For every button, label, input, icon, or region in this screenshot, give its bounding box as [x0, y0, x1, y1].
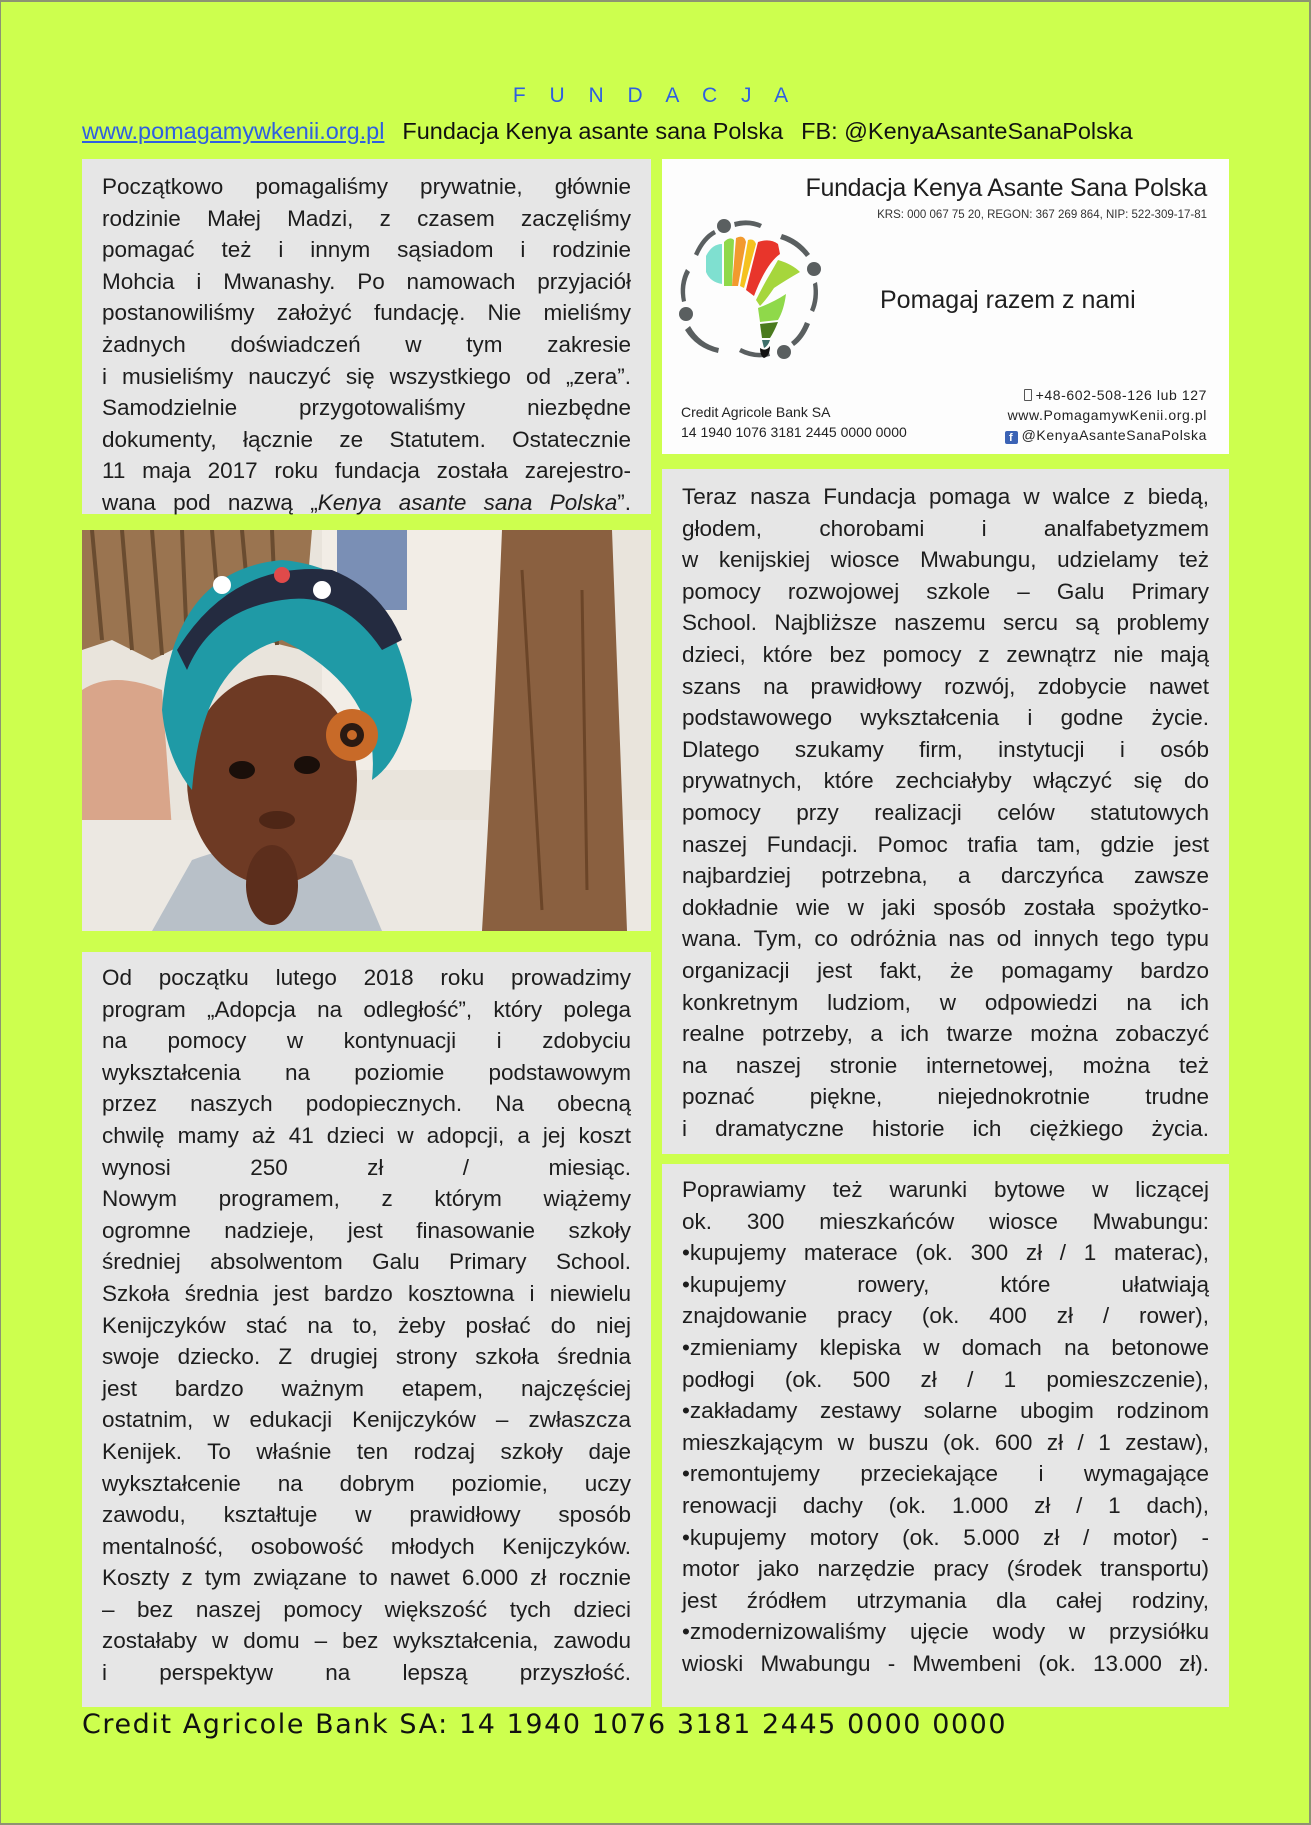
intro-last-prefix: wana pod nazwą „	[102, 489, 318, 515]
improvements-bullet: •kupujemy rowery, które ułatwiają	[682, 1271, 1209, 1297]
mission-line: pomocy przy realizacji celów statutowych	[682, 799, 1209, 825]
mission-line: dokładnie wie w jaki sposób została spożytko-	[682, 894, 1209, 920]
footer-bank-account: Credit Agricole Bank SA: 14 1940 1076 3181 2445 0000 0000	[82, 1709, 1008, 1740]
mission-line: realne potrzeby, a ich twarze można zobaczyć	[682, 1021, 1209, 1047]
intro-paragraph	[102, 171, 631, 519]
improvements-line: jest źródłem utrzymania dla całej rodziny,	[682, 1587, 1209, 1613]
adoption-text-box	[82, 952, 651, 1707]
intro-line: Początkowo pomagaliśmy prywatnie, głównie	[102, 174, 631, 199]
mission-line: poznać piękne, niejednokrotnie trudne	[682, 1084, 1209, 1110]
mission-line: Teraz nasza Fundacja pomaga w walce z biedą,	[682, 484, 1209, 509]
intro-line: postanowiliśmy założyć fundację. Nie mieliśmy	[102, 300, 631, 326]
improvements-bullet: •zmieniamy klepiska w domach na betonowe	[682, 1334, 1209, 1360]
adoption-line: zostałaby w domu – bez wykształcenia, zawodu	[102, 1628, 631, 1654]
improvements-bullet: •zmodernizowaliśmy ujęcie wody w przysiółku	[682, 1619, 1209, 1645]
mission-line: w kenijskiej wiosce Mwabungu, udzielamy też	[682, 547, 1209, 573]
logo-slogan: Pomagaj razem z nami	[880, 286, 1136, 314]
child-photo	[82, 530, 651, 931]
website-link[interactable]: www.pomagamywkenii.org.pl	[82, 118, 385, 144]
improvements-bullet: •zakładamy zestawy solarne ubogim rodzinom	[682, 1398, 1209, 1424]
mission-line: prywatnych, które zechciałyby włączyć się do	[682, 768, 1209, 794]
adoption-line: na pomocy w kontynuacji i zdobyciu	[102, 1028, 631, 1054]
intro-line-last	[102, 487, 631, 519]
mission-text-box	[662, 469, 1229, 1154]
adoption-line: Od początku lutego 2018 roku prowadzimy	[102, 965, 631, 990]
logo-facebook: @KenyaAsanteSanaPolska	[1021, 427, 1207, 443]
mission-line: i dramatyczne historie ich ciężkiego życia.	[682, 1115, 1209, 1141]
adoption-line: wykształcenia na poziomie podstawowym	[102, 1059, 631, 1085]
africa-stripes-icon	[706, 237, 800, 358]
logo-org-name: Fundacja Kenya Asante Sana Polska	[805, 174, 1207, 202]
mission-line: dzieci, które bez pomocy z zewnątrz nie mają	[682, 641, 1209, 667]
intro-line: Mohcia i Mwanashy. Po namowach przyjaciół	[102, 268, 631, 294]
improvements-line: Poprawiamy też warunki bytowe w liczącej	[682, 1177, 1209, 1202]
adoption-line: i perspektyw na lepszą przyszłość.	[102, 1660, 631, 1686]
intro-line: rodzinie Małej Madzi, z czasem zaczęliśmy	[102, 205, 631, 231]
adoption-line: przez naszych podopiecznych. Na obecną	[102, 1091, 631, 1117]
mission-line: wana. Tym, co odróżnia nas od innych tego typu	[682, 926, 1209, 952]
intro-line: żadnych doświadczeń w tym zakresie	[102, 331, 631, 357]
improvements-bullet: •kupujemy motory (ok. 5.000 zł / motor) -	[682, 1524, 1209, 1550]
logo-contact-info	[1005, 385, 1207, 445]
intro-line: 11 maja 2017 roku fundacja została zarejestro-	[102, 458, 631, 484]
adoption-line: program „Adopcja na odległość”, który polega	[102, 996, 631, 1022]
adoption-line: ostatnim, w edukacji Kenijczyków – zwłaszcza	[102, 1407, 631, 1433]
adoption-line: ogromne nadzieje, jest finasowanie szkoły	[102, 1217, 631, 1243]
mission-line: organizacji jest fakt, że pomagamy bardzo	[682, 957, 1209, 983]
adoption-line: wynosi 250 zł / miesiąc.	[102, 1154, 631, 1180]
mission-line: głodem, chorobami i analfabetyzmem	[682, 515, 1209, 541]
improvements-line: znajdowanie pracy (ok. 400 zł / rower),	[682, 1303, 1209, 1329]
adoption-line: Koszty z tym związane to nawet 6.000 zł rocznie	[102, 1565, 631, 1591]
adoption-line: mentalność, osobowość młodych Kenijczyków.	[102, 1533, 631, 1559]
adoption-line: chwilę mamy aż 41 dzieci w adopcji, a jej koszt	[102, 1122, 631, 1148]
mission-line: Dlatego szukamy firm, instytucji i osób	[682, 736, 1209, 762]
intro-text-box	[82, 159, 651, 514]
adoption-line: wykształcenie na dobrym poziomie, uczy	[102, 1470, 631, 1496]
africa-people-circle-logo-icon	[674, 214, 824, 374]
logo-website: www.PomagamywKenii.org.pl	[1007, 407, 1207, 423]
logo-bank-info	[681, 402, 907, 442]
adoption-line: Kenijek. To właśnie ten rodzaj szkoły daje	[102, 1438, 631, 1464]
adoption-line: Kenijczyków stać na to, żeby posłać do niej	[102, 1312, 631, 1338]
adoption-line: – bez naszej pomocy większość tych dzieci	[102, 1596, 631, 1622]
logo-bank-name: Credit Agricole Bank SA	[681, 404, 831, 420]
adoption-paragraph	[102, 962, 631, 1689]
improvements-bullet: •remontujemy przeciekające i wymagające	[682, 1461, 1209, 1487]
intro-line: dokumenty, łącznie ze Statutem. Ostatecznie	[102, 426, 631, 452]
header-line	[82, 118, 1232, 145]
improvements-line: renowacji dachy (ok. 1.000 zł / 1 dach),	[682, 1492, 1209, 1518]
adoption-line: Szkoła średnia jest bardzo kosztowna i niewielu	[102, 1280, 631, 1306]
foundation-name-italic: Kenya asante sana Polska	[317, 489, 618, 515]
logo-card	[662, 159, 1229, 454]
improvements-line: ok. 300 mieszkańców wiosce Mwabungu:	[682, 1208, 1209, 1234]
mission-line: na naszej stronie internetowej, można też	[682, 1052, 1209, 1078]
mission-line: szans na prawidłowy rozwój, zdobycie nawet	[682, 673, 1209, 699]
adoption-line: swoje dziecko. Z drugiej strony szkoła średnia	[102, 1344, 631, 1370]
logo-phone: +48-602-508-126 lub 127	[1035, 387, 1207, 403]
logo-bank-account: 14 1940 1076 3181 2445 0000 0000	[681, 424, 907, 440]
header-org-name: Fundacja Kenya asante sana Polska	[402, 118, 784, 144]
improvements-line: mieszkającym w buszu (ok. 600 zł / 1 zestaw),	[682, 1429, 1209, 1455]
kicker-title: F U N D A C J A	[512, 84, 798, 107]
intro-line: pomagać też i innym sąsiadom i rodzinie	[102, 237, 631, 263]
mission-line: podstawowego wykształcenia i godne życie.	[682, 705, 1209, 731]
header-facebook: FB: @KenyaAsanteSanaPolska	[801, 118, 1133, 144]
mission-paragraph	[682, 481, 1209, 1144]
improvements-line: podłogi (ok. 500 zł / 1 pomieszczenie),	[682, 1366, 1209, 1392]
improvements-line: motor jako narzędzie pracy (środek transportu)	[682, 1556, 1209, 1582]
child-photo-illustration-icon	[82, 530, 651, 931]
adoption-line: jest bardzo ważnym etapem, najczęściej	[102, 1375, 631, 1401]
mobile-phone-icon	[1024, 389, 1032, 401]
adoption-line: Nowym programem, z którym wiążemy	[102, 1186, 631, 1212]
improvements-bullet: •kupujemy materace (ok. 300 zł / 1 materac),	[682, 1240, 1209, 1266]
mission-line: School. Najbliższe naszemu sercu są problemy	[682, 610, 1209, 636]
adoption-line: zawodu, kształtuje w prawidłowy sposób	[102, 1502, 631, 1528]
intro-last-suffix: ”.	[617, 489, 631, 515]
mission-line: najbardziej potrzebna, a darczyńca zawsze	[682, 863, 1209, 889]
improvements-line: wioski Mwabungu - Mwembeni (ok. 13.000 zł).	[682, 1650, 1209, 1676]
intro-line: Samodzielnie przygotowaliśmy niezbędne	[102, 395, 631, 421]
improvements-paragraph	[682, 1174, 1209, 1680]
facebook-icon: f	[1005, 431, 1018, 444]
mission-line: konkretnym ludziom, w odpowiedzi na ich	[682, 989, 1209, 1015]
mission-line: pomocy rozwojowej szkole – Galu Primary	[682, 578, 1209, 604]
mission-line: naszej Fundacji. Pomoc trafia tam, gdzie jest	[682, 831, 1209, 857]
adoption-line: średniej absolwentom Galu Primary School.	[102, 1249, 631, 1275]
improvements-text-box	[662, 1164, 1229, 1707]
registry-ids: KRS: 000 067 75 20, REGON: 367 269 864, NIP: 522-309-17-81	[877, 209, 1207, 221]
intro-line: i musieliśmy nauczyć się wszystkiego od „zera”.	[102, 363, 631, 389]
